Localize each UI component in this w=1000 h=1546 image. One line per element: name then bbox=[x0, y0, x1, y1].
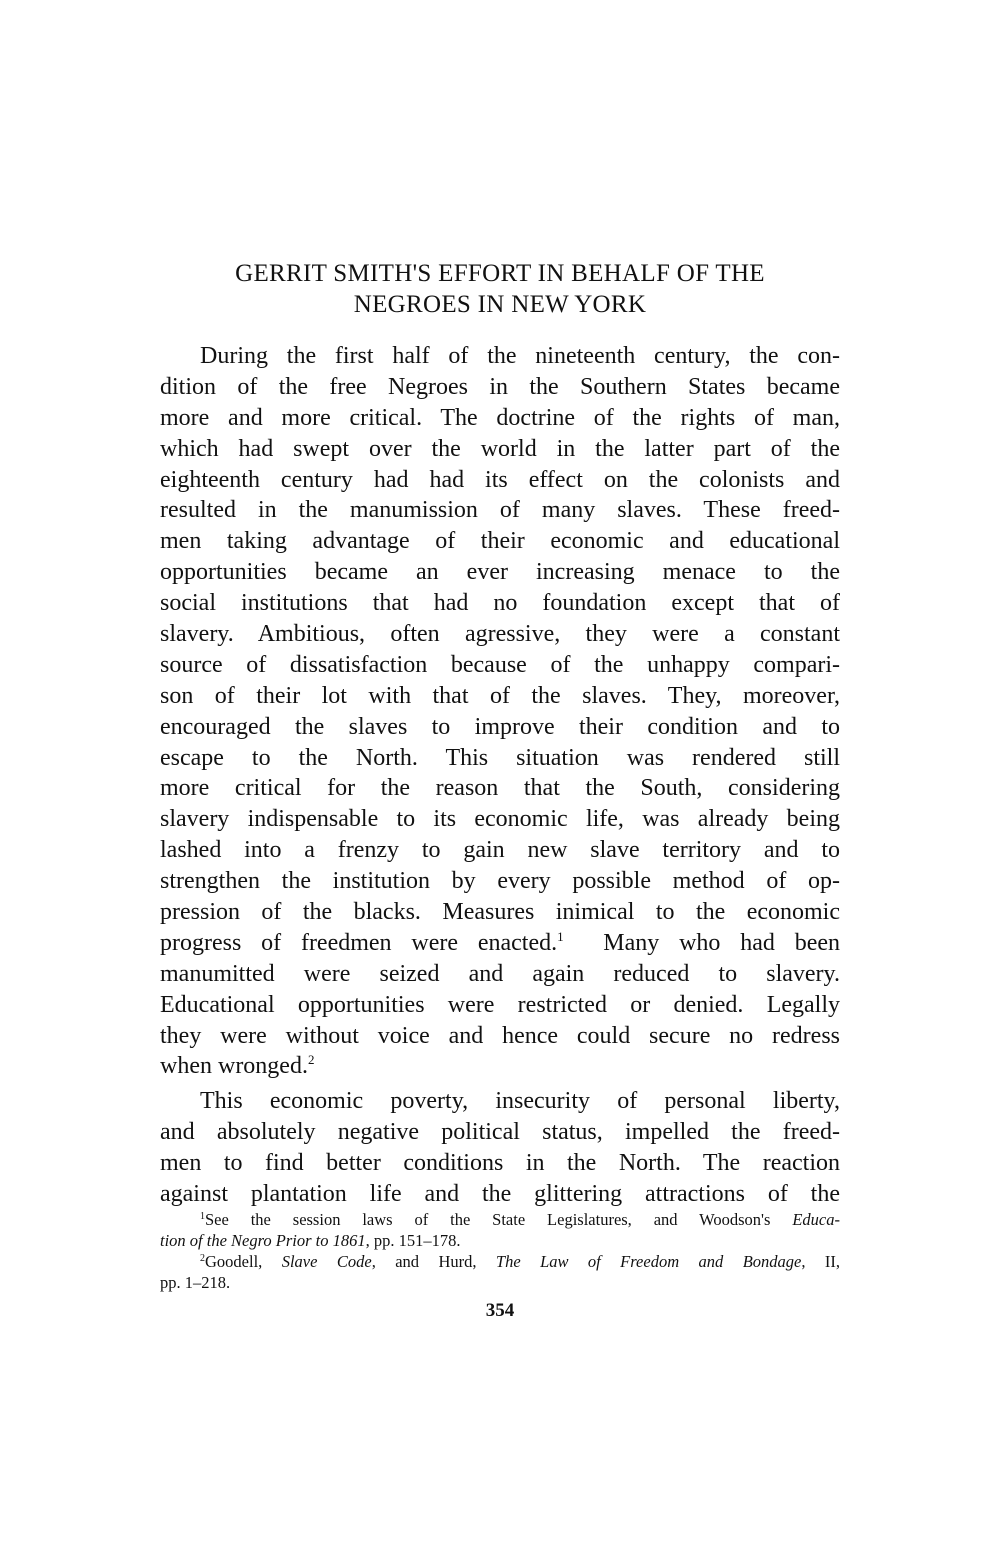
text-line-with-footnote bbox=[160, 928, 840, 959]
footnote-line: pp. 1–218. bbox=[160, 1273, 231, 1292]
text-line: opportunities became an ever increasing menace to the bbox=[160, 559, 840, 586]
footnote-marker: 2 bbox=[200, 1253, 205, 1264]
text-line: pression of the blacks. Measures inimical to the economic bbox=[160, 899, 840, 926]
title-line-2: NEGROES IN NEW YORK bbox=[353, 291, 647, 318]
paragraph-1 bbox=[160, 341, 840, 1082]
text-line: slavery. Ambitious, often agressive, they were a constant bbox=[160, 621, 840, 648]
footnotes bbox=[160, 1209, 840, 1293]
text-line: which had swept over the world in the latter part of the bbox=[160, 435, 840, 462]
citation-title: Slave Code bbox=[281, 1252, 372, 1271]
text-line: slavery indispensable to its economic life, was already being bbox=[160, 806, 840, 833]
footnote-ref-1[interactable]: 1 bbox=[557, 928, 564, 944]
text-line: escape to the North. This situation was rendered still bbox=[160, 744, 840, 771]
text-line: During the first half of the nineteenth century, the con- bbox=[200, 343, 840, 369]
paragraph-2 bbox=[160, 1086, 840, 1210]
text-line: they were without voice and hence could secure no redress bbox=[160, 1022, 840, 1049]
text-line: strengthen the institution by every possible method of op- bbox=[160, 868, 840, 895]
text-line: resulted in the manumission of many slaves. These freed- bbox=[160, 497, 840, 524]
footnote-marker: 1 bbox=[200, 1211, 205, 1222]
article-body bbox=[160, 341, 840, 1210]
footnote-text: , II, bbox=[801, 1252, 841, 1271]
text-line: more and more critical. The doctrine of the rights of man, bbox=[160, 404, 840, 431]
footnote-text: , and Hurd, bbox=[371, 1252, 496, 1271]
footnote-1 bbox=[160, 1209, 840, 1251]
text-line: source of dissatisfaction because of the unhappy compari- bbox=[160, 651, 840, 678]
text-line: manumitted were seized and again reduced to slavery. bbox=[160, 960, 840, 987]
text-line: son of their lot with that of the slaves. They, moreover, bbox=[160, 682, 840, 709]
footnote-line bbox=[160, 1230, 840, 1251]
text-line: against plantation life and the glittering attractions of the bbox=[160, 1181, 840, 1208]
text-line: men to find better conditions in the North. The reaction bbox=[160, 1150, 840, 1177]
footnote-text: Goodell, bbox=[205, 1252, 282, 1271]
text-line: lashed into a frenzy to gain new slave territory and to bbox=[160, 837, 840, 864]
title-line-1: GERRIT SMITH'S EFFORT IN BEHALF OF THE bbox=[235, 260, 765, 287]
footnote-line bbox=[160, 1251, 840, 1272]
text-line: and absolutely negative political status, impelled the freed- bbox=[160, 1119, 840, 1146]
text-line: eighteenth century had had its effect on the colonists and bbox=[160, 466, 840, 493]
text-line: encouraged the slaves to improve their condition and to bbox=[160, 713, 840, 740]
text-line: dition of the free Negroes in the Southern States became bbox=[160, 373, 840, 400]
line-text: Many who had been bbox=[563, 929, 840, 956]
footnote-text: , pp. 151–178. bbox=[365, 1231, 461, 1250]
footnote-2 bbox=[160, 1251, 840, 1293]
footnote-line bbox=[160, 1209, 840, 1230]
article-title bbox=[160, 258, 840, 320]
text-line-with-footnote bbox=[160, 1051, 840, 1082]
footnote-text: See the session laws of the State Legislatures, and Woodson's bbox=[205, 1210, 793, 1229]
text-line: men taking advantage of their economic and educational bbox=[160, 528, 840, 555]
footnote-ref-2[interactable]: 2 bbox=[307, 1052, 315, 1068]
line-text: progress of freedmen were enacted. bbox=[160, 929, 558, 956]
citation-title: The Law of Freedom and Bondage bbox=[495, 1252, 802, 1271]
text-line: social institutions that had no foundation except that of bbox=[160, 590, 840, 617]
line-text: when wronged. bbox=[160, 1053, 308, 1080]
text-line: Educational opportunities were restricted or denied. Legally bbox=[160, 991, 840, 1018]
text-line: more critical for the reason that the South, considering bbox=[160, 775, 840, 802]
citation-title: Educa- bbox=[792, 1210, 840, 1229]
page-number: 354 bbox=[485, 1300, 515, 1321]
citation-title: tion of the Negro Prior to 1861 bbox=[160, 1231, 366, 1250]
text-line: This economic poverty, insecurity of personal liberty, bbox=[200, 1088, 840, 1115]
